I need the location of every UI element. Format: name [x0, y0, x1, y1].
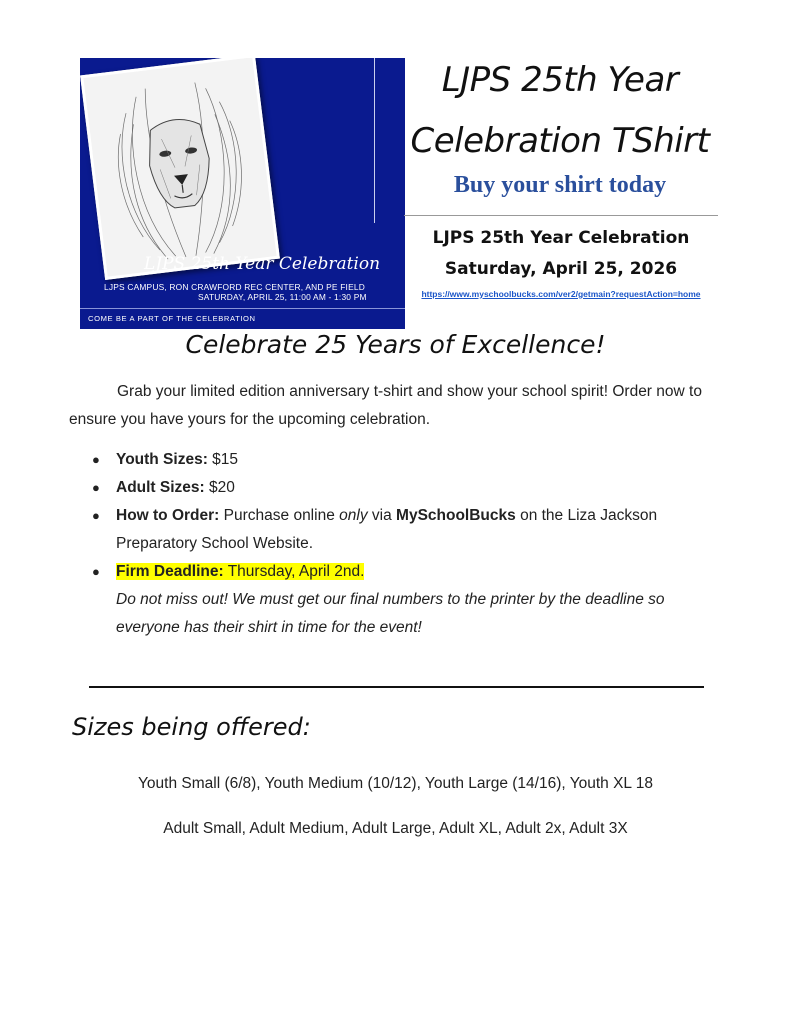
- event-flyer-image: [80, 58, 405, 329]
- youth-sizes-text: Youth Small (6/8), Youth Medium (10/12), Youth Large (14/16), Youth XL 18: [137, 775, 654, 792]
- bullet-icon: ●: [92, 452, 100, 467]
- bullet-icon: ●: [92, 508, 100, 523]
- deadline-value: Thursday, April 2nd.: [227, 563, 365, 580]
- adult-price-value: $20: [209, 479, 235, 496]
- deadline-label: Firm Deadline:: [116, 563, 224, 580]
- flyer-title: LJPS 25th Year Celebration: [144, 254, 381, 274]
- order-label: How to Order:: [116, 507, 220, 524]
- order-brand: MySchoolBucks: [396, 507, 516, 524]
- adult-price-label: Adult Sizes:: [116, 479, 205, 496]
- youth-price-label: Youth Sizes:: [116, 451, 208, 468]
- lion-photo: [80, 58, 280, 280]
- lion-drawing-icon: [83, 58, 276, 277]
- event-date: Saturday, April 25, 2026: [444, 259, 678, 279]
- order-text-1: Purchase online: [223, 507, 335, 524]
- flyer-divider-vertical: [374, 58, 375, 223]
- header-divider: [404, 215, 718, 216]
- list-item-how-to-order: [92, 502, 732, 558]
- deadline-highlight: [116, 563, 364, 580]
- flyer-datetime: SATURDAY, APRIL 25, 11:00 AM - 1:30 PM: [198, 292, 367, 302]
- list-item-deadline: [92, 558, 732, 642]
- bullet-icon: ●: [92, 564, 100, 579]
- info-list: [92, 446, 732, 642]
- bullet-icon: ●: [92, 480, 100, 495]
- deadline-note: Do not miss out! We must get our final numbers to the printer by the deadline so everyone has their shirt in time for the event!: [116, 591, 665, 636]
- youth-price-value: $15: [212, 451, 239, 468]
- flyer-divider-horizontal: [80, 308, 405, 309]
- section-divider: [89, 686, 704, 688]
- list-item-adult-price: [92, 474, 732, 502]
- event-name: LJPS 25th Year Celebration: [432, 228, 690, 248]
- myschoolbucks-link[interactable]: https://www.myschoolbucks.com/ver2/getmain?requestAction=home: [421, 289, 701, 299]
- page-title-line-2: Celebration TShirt: [410, 121, 710, 161]
- flyer-location: LJPS CAMPUS, RON CRAWFORD REC CENTER, AND PE FIELD: [104, 282, 365, 292]
- order-only: only: [339, 507, 368, 524]
- order-text-2: via: [371, 507, 392, 524]
- buy-shirt-subtitle: Buy your shirt today: [453, 172, 667, 198]
- page-title-line-1: LJPS 25th Year: [441, 60, 679, 100]
- flyer-tagline: COME BE A PART OF THE CELEBRATION: [88, 314, 256, 323]
- celebrate-heading: Celebrate 25 Years of Excellence!: [185, 330, 606, 359]
- sizes-heading: Sizes being offered:: [72, 713, 311, 741]
- page-title: [410, 50, 710, 172]
- intro-paragraph: Grab your limited edition anniversary t-shirt and show your school spirit! Order now to ensure you have yours for the upcoming celebration.: [69, 383, 702, 428]
- list-item-youth-price: [92, 446, 732, 474]
- order-text-3: on the Liza Jackson Preparatory School Website.: [116, 507, 658, 552]
- adult-sizes-text: Adult Small, Adult Medium, Adult Large, Adult XL, Adult 2x, Adult 3X: [163, 820, 628, 837]
